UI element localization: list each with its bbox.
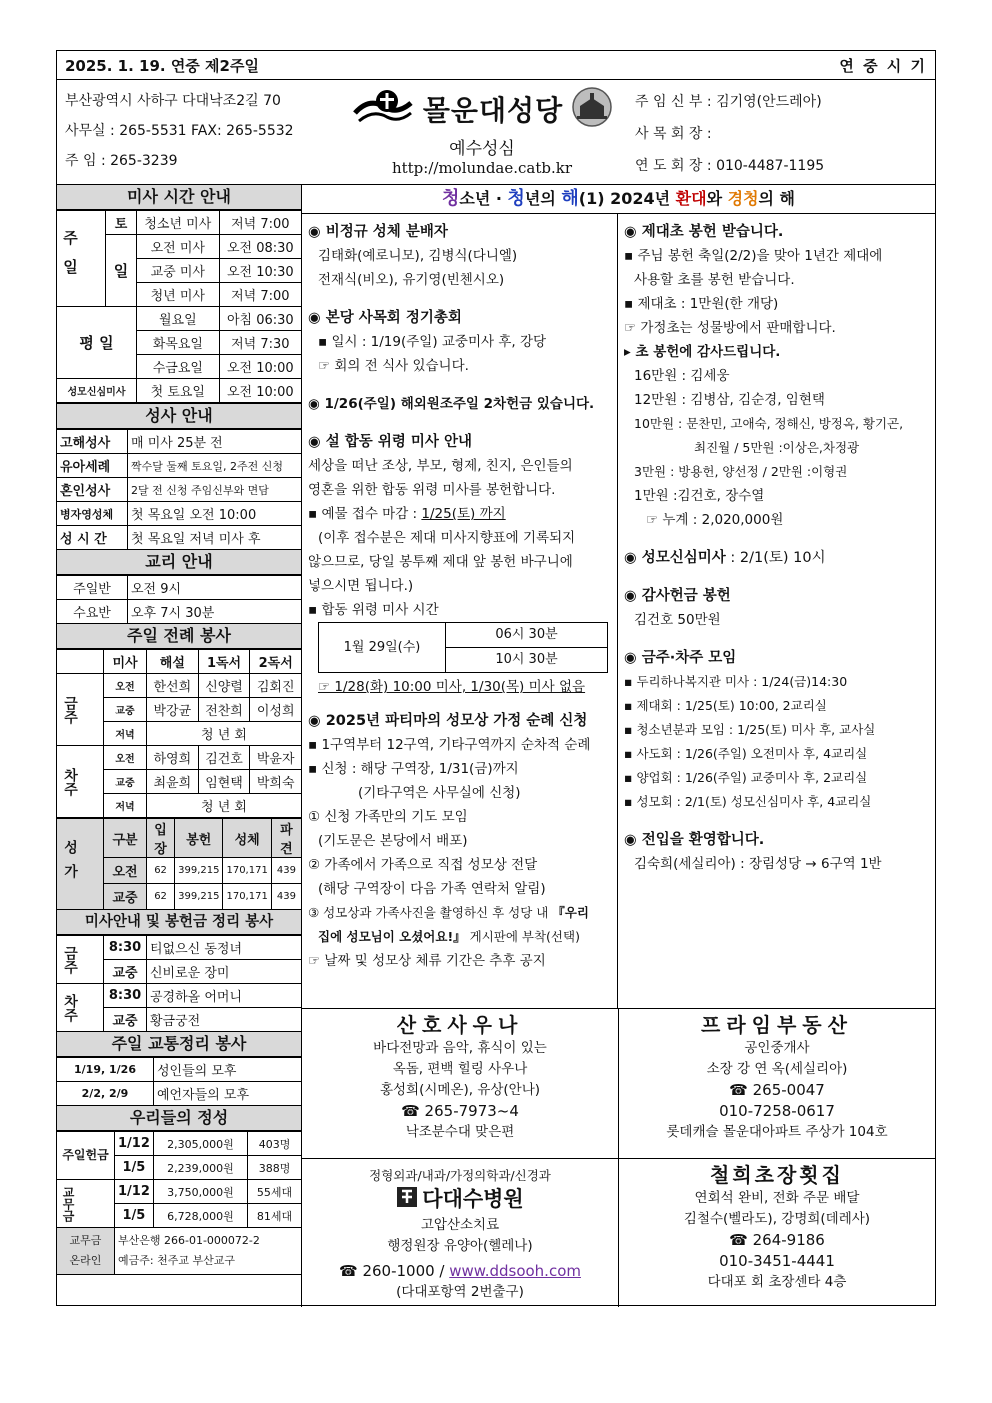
- church-contact: [57, 80, 337, 184]
- sacrament-info: 첫 목요일 오전 10:00: [128, 502, 302, 526]
- mass-name: 화목요일: [137, 331, 220, 355]
- memorial-mass-table: 1월 29일(수) 06시 30분 10시 30분: [318, 622, 608, 673]
- right-column: [302, 185, 935, 1307]
- hymn-table: 성가 구분 입장 봉헌 성체 파견 오전 62 399,215 170,171 439 교중 62 399,215 170,171 439: [57, 818, 301, 910]
- ads-section: [302, 1009, 935, 1307]
- ad-hospital: 정형외과/내과/가정의학과/신경과 다대수병원 고압산소치료 행정원장 유양아(헬레나) ☎ 260-1000 / www.ddsooh.com (다대포항역 2번출구): [339, 1167, 581, 1300]
- ad-restaurant: 철희초장횟집 연회석 완비, 전화 주문 배달 김철수(벨라도), 강명희(데레사) ☎ 264-9186 010-3451-4441 다대포 회 초장센타 4층: [618, 1159, 935, 1308]
- church-url[interactable]: http://molundae.catb.kr: [391, 159, 573, 177]
- weekday-label: 평 일: [57, 307, 137, 379]
- class-name: 주일반: [57, 576, 128, 600]
- liturgy-title: 주일 전례 봉사: [57, 624, 301, 649]
- mass-name: 교중 미사: [137, 259, 220, 283]
- header: [57, 80, 935, 185]
- hospital-website-link[interactable]: www.ddsooh.com: [449, 1261, 581, 1280]
- council-head: 사 목 회 장 :: [635, 126, 712, 142]
- mass-name: 수금요일: [137, 355, 220, 379]
- mass-times-table: [57, 210, 301, 403]
- saturday-label: 토: [106, 211, 137, 235]
- news-right: ◉ 제대초 봉헌 받습니다. ▪ 주님 봉헌 축일(2/2)을 맞아 1년간 제대에 사용할 초를 봉헌 받습니다. ▪ 제대초 : 1만원(한 개당) ☞ 가정초는 성물방에서 판매합니다. ▸ 초 봉헌에 감사드립니다. 16만원 : 김세웅 12만원 : 김병삼, 김순경, 임현택 10만원 : 문찬민, 고애숙, 정해신, 방정옥, 황기곤, 최진월 / 5만원 :이상은,차정광 3만원 : 방용헌, 양선정 / 2만원 :이형권 1만원 :김건호, 장수열 ☞ 누계 : 2,020,000원 ◉ 성모신심미사 : 2/1(토) 10시 ◉ 감사헌금 봉헌 김건호 50만원 ◉ 금주·차주 모임 ▪ 두리하나복지관 미사 : 1/24(금)14:30 ▪ 제대회 : 1/25(토) 10:00, 2교리실 ▪ 청소년분과 모임 : 1/25(토) 미사 후, 교사실 ▪ 사도회 : 1/26(주일) 오전미사 후, 4교리실 ▪ 양업회 : 1/26(주일) 교중미사 후, 2교리실 ▪ 성모회 : 2/1(토) 성모신심미사 후, 4교리실 ◉ 전입을 환영합니다. 김숙희(세실리아) : 장림성당 → 6구역 1반: [618, 214, 935, 1008]
- news-heading: ◉ 1/26(주일) 해외원조주일 2차헌금 있습니다.: [308, 396, 595, 412]
- church-address: 부산광역시 사하구 다대낙조2길 70: [65, 93, 281, 109]
- mass-name: 청년 미사: [137, 283, 220, 307]
- mass-times-title: 미사 시간 안내: [57, 185, 301, 210]
- hymn-label: 성가: [57, 819, 104, 910]
- sacrament-name: 혼인성사: [57, 478, 128, 502]
- doctrine-table: [57, 575, 301, 624]
- yeondo-head: 연 도 회 장 : 010-4487-1195: [635, 158, 825, 174]
- mass-time: 오전 10:00: [219, 355, 301, 379]
- news-heading: ◉ 비정규 성체 분배자: [308, 224, 448, 240]
- ad-realestate: 프라임부동산 공인중개사 소장 강 연 옥(세실리아) ☎ 265-0047 010-7258-0617 롯데캐슬 몰운대아파트 주상가 104호: [618, 1009, 935, 1158]
- mass-name: 월요일: [137, 307, 220, 331]
- church-patron: 예수성심: [449, 139, 515, 159]
- bulletin-page: [56, 50, 936, 1306]
- offering-service-table: 금주 8:30 티없으신 동정녀 교중 신비로운 장미 차주 8:30 공경하올 어머니 교중 황금궁전: [57, 935, 301, 1032]
- traffic-table: 1/19, 1/26 성인들의 모후 2/2, 2/9 예언자들의 모후: [57, 1057, 301, 1106]
- sacrament-name: 고해성사: [57, 430, 128, 454]
- bank-info: 부산은행 266-01-000072-2 예금주: 천주교 부산교구: [115, 1228, 302, 1275]
- sunday-day-label: 일: [106, 235, 137, 307]
- sacrament-info: 매 미사 25분 전: [128, 430, 302, 454]
- year-theme-banner: 청소년 · 청년의 해(1) 2024년 환대와 경청의 해: [302, 185, 935, 214]
- donations-title: 우리들의 정성: [57, 1106, 301, 1131]
- mass-time: 오전 10:30: [219, 259, 301, 283]
- col-header: 미사: [104, 650, 147, 674]
- mass-time: 저녁 7:30: [219, 331, 301, 355]
- news-heading: ◉ 2025년 파티마의 성모상 가정 순례 신청: [308, 713, 588, 729]
- mass-name: 첫 토요일: [137, 379, 220, 403]
- mass-time: 오전 10:00: [219, 379, 301, 403]
- sacrament-info: 첫 목요일 저녁 미사 후: [128, 526, 302, 550]
- sacrament-name: 유아세례: [57, 454, 128, 478]
- class-time: 오전 9시: [128, 576, 302, 600]
- liturgy-table: 미사 해설 1독서 2독서 금주 오전 한선희 신양렬 김회진 교중 박강균 전찬희 이성희 저녁 청 년 회 차주 오전 하영희 김건호 박윤자 교중 최윤희 임현택 박희숙 저녁 청 년 회: [57, 649, 301, 818]
- sacrament-info: 2달 전 신청 주임신부와 면담: [128, 478, 302, 502]
- church-name: 몰운대성당: [422, 94, 564, 127]
- donations-table: 주일헌금 1/12 2,305,000원 403명 1/5 2,239,000원 388명 교무금 1/12 3,750,000원 55세대 1/5 6,728,000원 81세대 교무금 온라인 부산은행 266-01-000072-2 예금주: 천주교 부산교구: [57, 1131, 301, 1275]
- mass-name: 오전 미사: [137, 235, 220, 259]
- marian-mass-label: 성모신심미사: [57, 379, 137, 403]
- mass-time: 아침 06:30: [219, 307, 301, 331]
- news-heading: ◉ 성모신심미사: [624, 550, 726, 566]
- sacraments-title: 성사 안내: [57, 403, 301, 429]
- col-header: 1독서: [198, 650, 250, 674]
- news-left: ◉ 비정규 성체 분배자 김태화(예로니모), 김병식(다니엘) 전재식(비오), 유기영(빈첸시오) ◉ 본당 사목회 정기총회 ▪ 일시 : 1/19(주일) 교중미사 후, 강당 ☞ 회의 전 식사 있습니다. ◉ 1/26(주일) 해외원조주일 2차헌금 있습니다. ◉ 설 합동 위령 미사 안내 세상을 떠난 조상, 부모, 형제, 친지, 은인들의 영혼을 위한 합동 위령 미사를 봉헌합니다. ▪ 예물 접수 마감 : 1/25(토) 까지 (이후 접수분은 제대 미사지향표에 기록되지 않으므로, 당일 봉투째 제대 앞 봉헌 바구니에 넣으시면 됩니다.) ▪ 합동 위령 미사 시간 1월 29일(수) 06시 30분 10시 30분 ☞ 1/28(화) 10:00 미사, 1/30(목) 미사 없음 ◉ 2025년 파티마의 성모상 가정 순례 신청 ▪ 1구역부터 12구역, 기타구역까지 순차적 순례 ▪ 신청 : 해당 구역장, 1/31(금)까지 (기타구역은 사무실에 신청) ① 신청 가족만의 기도 모임 (기도문은 본당에서 배포) ② 가족에서 가족으로 직접 성모상 전달 (해당 구역장이 다음 가족 연락처 알림) ③ 성모상과 가족사진을 촬영하신 후 성당 내 『우리 집에 성모님이 오셨어요!』 게시판에 부착(선택) ☞ 날짜 및 성모상 체류 기간은 추후 공지: [302, 214, 618, 1008]
- sacraments-table: [57, 429, 301, 550]
- news-heading: ◉ 감사헌금 봉헌: [624, 588, 731, 604]
- news-heading: ◉ 설 합동 위령 미사 안내: [308, 434, 472, 450]
- class-name: 수요반: [57, 600, 128, 624]
- sacrament-info: 짝수달 둘째 토요일, 2주전 신청: [128, 454, 302, 478]
- news-heading: ◉ 전입을 환영합니다.: [624, 832, 765, 848]
- col-header: 2독서: [250, 650, 301, 674]
- col-header: 해설: [147, 650, 199, 674]
- sacrament-name: 병자영성체: [57, 502, 128, 526]
- next-week-label: 차주: [57, 746, 104, 818]
- church-emblem-icon: [351, 87, 415, 131]
- mass-time: 오전 08:30: [219, 235, 301, 259]
- date-title: 2025. 1. 19. 연중 제2주일: [65, 56, 259, 75]
- mass-name: 청소년 미사: [137, 211, 220, 235]
- resident-phone: 주 임 : 265-3239: [65, 153, 178, 169]
- ad-sauna: 산호사우나 바다전망과 음악, 휴식이 있는 옥돔, 편백 힐링 사우나 홍성희(시메온), 유상(안나) ☎ 265-7973~4 낙조분수대 맞은편: [373, 1013, 547, 1140]
- church-building-icon: [571, 86, 613, 132]
- news-section: [302, 214, 935, 1009]
- mass-time: 저녁 7:00: [219, 211, 301, 235]
- sunday-label: 주일: [57, 211, 106, 307]
- left-column: [57, 185, 302, 1307]
- news-heading: ◉ 본당 사목회 정기총회: [308, 310, 462, 326]
- sacrament-name: 성 시 간: [57, 526, 128, 550]
- liturgical-season: 연 중 시 기: [839, 56, 927, 75]
- church-logo-block: [337, 80, 627, 184]
- traffic-title: 주일 교통정리 봉사: [57, 1032, 301, 1057]
- class-time: 오후 7시 30분: [128, 600, 302, 624]
- mass-time: 저녁 7:00: [219, 283, 301, 307]
- this-week-label: 금주: [57, 674, 104, 746]
- top-bar: [57, 51, 935, 80]
- online-offering-label: 교무금 온라인: [57, 1228, 115, 1275]
- offering-service-title: 미사안내 및 봉헌금 정리 봉사: [57, 910, 301, 935]
- news-heading: ◉ 금주·차주 모임: [624, 650, 737, 666]
- pastor: 주 임 신 부 : 김기영(안드레아): [635, 94, 822, 110]
- news-heading: ◉ 제대초 봉헌 받습니다.: [624, 224, 784, 240]
- doctrine-title: 교리 안내: [57, 550, 301, 575]
- hospital-logo-icon: [396, 1186, 418, 1215]
- office-phone: 사무실 : 265-5531 FAX: 265-5532: [65, 123, 294, 139]
- church-staff: [627, 80, 935, 184]
